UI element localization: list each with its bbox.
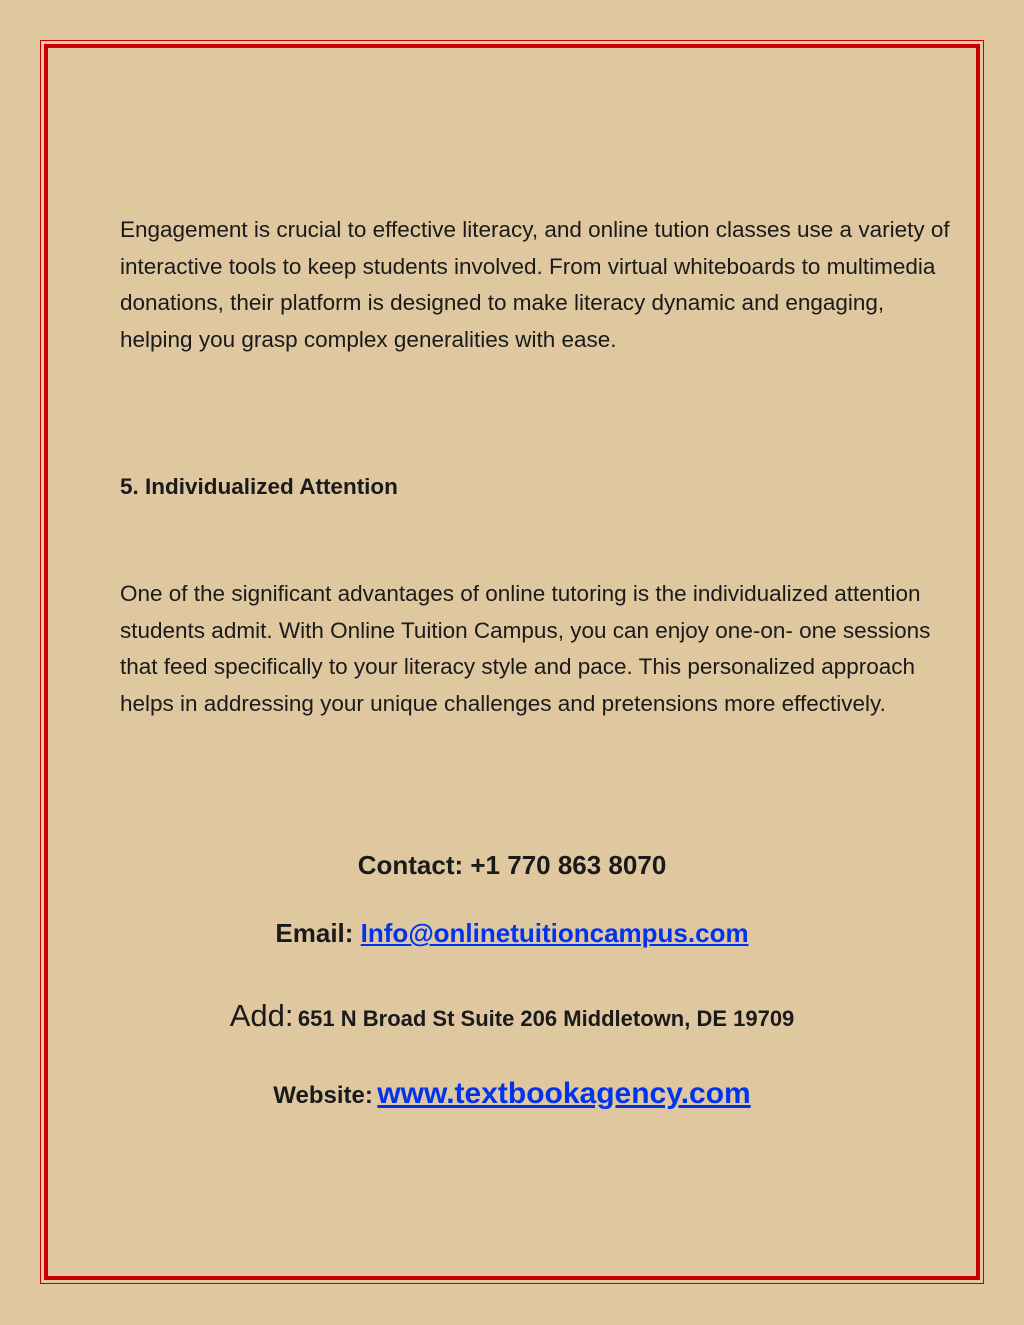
contact-text: Contact: +1 770 863 8070 [357, 850, 667, 880]
email-line [44, 916, 980, 950]
attention-paragraph: One of the significant advantages of online tutoring is the individualized attention students admit. With Online Tuition Campus, you can enjoy one-on- one sessions that feed specifically to your literacy style and pace. This personalized approach helps in addressing your unique challenges and pretensions more effectively. [120, 581, 931, 716]
section-heading: 5. Individualized Attention [120, 474, 398, 499]
email-link[interactable]: Info@onlinetuitioncampus.com [360, 918, 749, 948]
address-line [44, 994, 980, 1044]
website-link[interactable]: www.textbookagency.com [377, 1077, 751, 1110]
engagement-paragraph: Engagement is crucial to effective literacy, and online tution classes use a variety of interactive tools to keep students involved. From virtual whiteboards to multimedia donations, their platform is designed to make literacy dynamic and engaging, helping you grasp complex generalities with ease. [120, 217, 950, 352]
address-label: Add: [229, 998, 294, 1033]
address-value: 651 N Broad St Suite 206 Middletown, DE 19709 [297, 1006, 795, 1031]
website-line [44, 1072, 980, 1121]
website-label: Website: [273, 1082, 373, 1109]
email-label: Email: [275, 918, 354, 948]
contact-line [44, 848, 980, 882]
